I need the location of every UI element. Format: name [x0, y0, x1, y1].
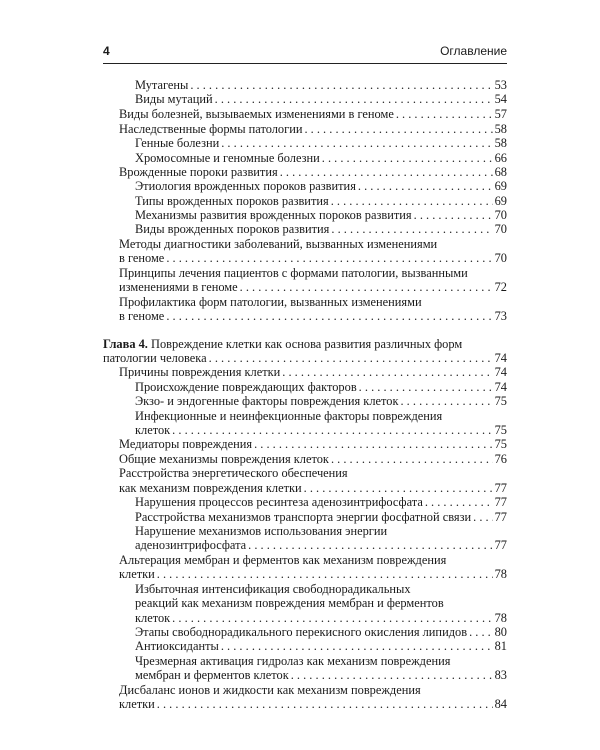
- toc-entry: [135, 625, 507, 640]
- toc-entry-title: в геноме: [119, 309, 165, 323]
- leader-dots: [248, 538, 492, 553]
- toc-entry: [135, 222, 507, 237]
- toc-entry-title: клеток: [135, 423, 171, 437]
- leader-dots: [425, 495, 493, 510]
- leader-dots: [166, 309, 492, 324]
- toc-entry: [135, 524, 507, 539]
- leader-dots: [221, 639, 493, 654]
- leader-dots: [254, 437, 493, 452]
- toc-entry: [135, 582, 507, 597]
- toc-entry: [119, 122, 507, 137]
- leader-dots: [331, 194, 493, 209]
- toc-page-number: 73: [494, 309, 507, 323]
- toc-entry: [135, 538, 507, 553]
- toc-entry: [135, 596, 507, 611]
- toc-entry-title: Общие механизмы повреждения клеток: [119, 452, 329, 466]
- leader-dots: [166, 251, 492, 266]
- toc-entry: [135, 639, 507, 654]
- leader-dots: [473, 510, 492, 525]
- toc-entry: [119, 466, 507, 481]
- leader-dots: [172, 423, 492, 438]
- toc-entry-title: Медиаторы повреждения: [119, 437, 253, 451]
- toc-page-number: 77: [494, 510, 507, 524]
- leader-dots: [414, 208, 493, 223]
- leader-dots: [190, 78, 492, 93]
- leader-dots: [240, 280, 493, 295]
- toc-entry-title: Виды мутаций: [135, 92, 213, 106]
- toc-entry-title: Экзо- и эндогенные факторы повреждения клеток: [135, 394, 399, 408]
- toc-entry-title: аденозинтрифосфата: [135, 538, 247, 552]
- toc-page-number: 77: [494, 495, 507, 509]
- toc-entry: [135, 151, 507, 166]
- toc-entry: [119, 567, 507, 582]
- toc-entry-title: Виды болезней, вызываемых изменениями в геноме: [119, 107, 394, 121]
- toc-page-number: 54: [494, 92, 507, 106]
- toc-entry: [135, 495, 507, 510]
- toc-entry: [135, 380, 507, 395]
- toc-entry-title: Причины повреждения клетки: [119, 365, 281, 379]
- toc-entry: [135, 208, 507, 223]
- toc-entry-title: Глава 4.: [103, 337, 148, 351]
- toc-entry-title: Виды врожденных пороков развития: [135, 222, 330, 236]
- leader-dots: [157, 567, 493, 582]
- toc-entry-title: Нарушения процессов ресинтеза аденозинтрифосфата: [135, 495, 423, 509]
- leader-dots: [282, 365, 492, 380]
- leader-dots: [331, 222, 492, 237]
- toc-page-number: 74: [494, 351, 507, 365]
- leader-dots: [291, 668, 493, 683]
- toc-page-number: 75: [494, 423, 507, 437]
- toc-entry-title: Дисбаланс ионов и жидкости как механизм повреждения: [119, 683, 421, 697]
- toc-entry-title: мембран и ферментов клеток: [135, 668, 289, 682]
- toc-page-number: 57: [494, 107, 507, 121]
- toc-entry-title: реакций как механизм повреждения мембран и ферментов: [135, 596, 444, 610]
- toc-entry: [135, 394, 507, 409]
- toc-entry: [135, 179, 507, 194]
- toc-page-number: 70: [494, 208, 507, 222]
- toc-page-number: 74: [494, 380, 507, 394]
- toc-entry-title: Этапы свободнорадикального перекисного окисления липидов: [135, 625, 468, 639]
- toc-entry-title: Врожденные пороки развития: [119, 165, 278, 179]
- toc-entry-title: Генные болезни: [135, 136, 220, 150]
- toc-entry-title: Хромосомные и геномные болезни: [135, 151, 320, 165]
- toc-page-number: 69: [494, 194, 507, 208]
- leader-dots: [221, 136, 492, 151]
- toc-chapter-title: Повреждение клетки как основа развития различных форм: [147, 337, 463, 351]
- toc-page-number: 75: [494, 437, 507, 451]
- leader-dots: [359, 380, 493, 395]
- toc-entry: [135, 654, 507, 669]
- leader-dots: [358, 179, 493, 194]
- leader-dots: [304, 481, 493, 496]
- toc-entry: [135, 510, 507, 525]
- toc-page-number: 77: [494, 538, 507, 552]
- toc-page-number: 78: [494, 611, 507, 625]
- leader-dots: [215, 92, 493, 107]
- toc-page-number: 78: [494, 567, 507, 581]
- leader-dots: [304, 122, 492, 137]
- toc-page-number: 74: [494, 365, 507, 379]
- toc-entry: [119, 697, 507, 712]
- toc-entry: [103, 351, 507, 366]
- toc-entry-title: Типы врожденных пороков развития: [135, 194, 329, 208]
- toc-entry: [119, 165, 507, 180]
- toc-entry: [135, 423, 507, 438]
- toc-entry: [135, 92, 507, 107]
- page-number: 4: [103, 44, 110, 58]
- toc-entry-title: Антиоксиданты: [135, 639, 219, 653]
- toc-entry-title: клетки: [119, 567, 155, 581]
- toc-entry-title: Инфекционные и неинфекционные факторы повреждения: [135, 409, 443, 423]
- toc-entry: [119, 295, 507, 310]
- leader-dots: [400, 394, 492, 409]
- toc-page-number: 81: [494, 639, 507, 653]
- toc-entry: [119, 481, 507, 496]
- toc-entry-title: патологии человека: [103, 351, 207, 365]
- toc-entry: [119, 365, 507, 380]
- toc-entry: [119, 280, 507, 295]
- toc-entry-title: Мутагены: [135, 78, 189, 92]
- toc-entry: [103, 337, 507, 352]
- toc-entry-title: Нарушение механизмов использования энергии: [135, 524, 388, 538]
- toc-page-number: 70: [494, 251, 507, 265]
- running-title: Оглавление: [440, 44, 507, 58]
- toc-page-number: 80: [494, 625, 507, 639]
- toc-entry-title: Происхождение повреждающих факторов: [135, 380, 357, 394]
- toc-page-number: 75: [494, 394, 507, 408]
- toc-page-number: 58: [494, 122, 507, 136]
- toc-entry-title: клеток: [135, 611, 171, 625]
- toc-entry: [119, 452, 507, 467]
- toc-entry-title: Наследственные формы патологии: [119, 122, 303, 136]
- toc-entry-title: Этиология врожденных пороков развития: [135, 179, 356, 193]
- leader-dots: [209, 351, 493, 366]
- toc-entry: [135, 136, 507, 151]
- toc-page-number: 58: [494, 136, 507, 150]
- toc-entry: [119, 251, 507, 266]
- toc-page-number: 76: [494, 452, 507, 466]
- toc-entry: [119, 107, 507, 122]
- toc-entry-title: Альтерация мембран и ферментов как механизм повреждения: [119, 553, 447, 567]
- toc-page-number: 83: [494, 668, 507, 682]
- leader-dots: [172, 611, 492, 626]
- toc-page-number: 72: [494, 280, 507, 294]
- toc-page-number: 70: [494, 222, 507, 236]
- leader-dots: [331, 452, 493, 467]
- toc-entry: [135, 194, 507, 209]
- toc-entry-title: Профилактика форм патологии, вызванных изменениями: [119, 295, 422, 309]
- toc-entry-title: изменениями в геноме: [119, 280, 238, 294]
- leader-dots: [396, 107, 493, 122]
- toc-entry-title: как механизм повреждения клетки: [119, 481, 302, 495]
- toc-entry-title: Избыточная интенсификация свободнорадикальных: [135, 582, 411, 596]
- leader-dots: [322, 151, 493, 166]
- toc-page-number: 53: [494, 78, 507, 92]
- toc-entry: [135, 668, 507, 683]
- toc-entry: [135, 78, 507, 93]
- leader-dots: [280, 165, 493, 180]
- toc-entry: [135, 409, 507, 424]
- toc-entry: [119, 553, 507, 568]
- toc-entry-title: Методы диагностики заболеваний, вызванных изменениями: [119, 237, 438, 251]
- toc-entry-title: клетки: [119, 697, 155, 711]
- toc-entry: [119, 266, 507, 281]
- toc-entry-title: Чрезмерная активация гидролаз как механизм повреждения: [135, 654, 451, 668]
- toc-page-number: 68: [494, 165, 507, 179]
- toc-entry: [119, 309, 507, 324]
- leader-dots: [157, 697, 493, 712]
- toc-page-number: 84: [494, 697, 507, 711]
- leader-dots: [469, 625, 493, 640]
- toc-entry: [119, 437, 507, 452]
- toc-page-number: 69: [494, 179, 507, 193]
- toc-entry-title: Расстройства механизмов транспорта энергии фосфатной связи: [135, 510, 472, 524]
- toc-entry: [135, 611, 507, 626]
- toc-page-number: 66: [494, 151, 507, 165]
- toc-entry-title: в геноме: [119, 251, 165, 265]
- toc-page-number: 77: [494, 481, 507, 495]
- toc-entry-title: Механизмы развития врожденных пороков развития: [135, 208, 412, 222]
- toc-entry-title: Расстройства энергетического обеспечения: [119, 466, 348, 480]
- toc-entry: [119, 237, 507, 252]
- toc-entry-title: Принципы лечения пациентов с формами патологии, вызванными: [119, 266, 468, 280]
- toc-entry: [119, 683, 507, 698]
